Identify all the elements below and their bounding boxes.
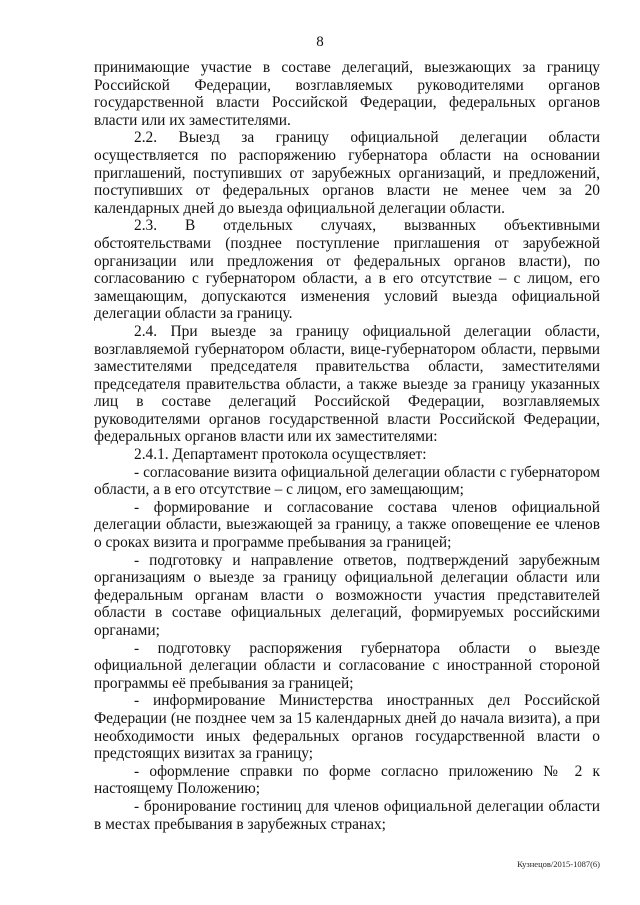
list-item: - формирование и согласование состава членов официальной делегации области, выезжающей за границу, а также оповещение ее членов о сроках визита и программе пребывания за границей; — [94, 498, 600, 552]
list-item: - подготовку распоряжения губернатора области о выезде официальной делегации области и согласование с иностранной стороной программы её пребывания за границей; — [94, 639, 600, 692]
footer-document-code: Кузнецов/2015-1087(6) — [517, 859, 600, 869]
paragraph-2-2: 2.2. Выезд за границу официальной делегации области осуществляется по распоряжению губернатора области на основании приглашений, поступивших от зарубежных организаций, и предложений, поступивших от федеральных органов власти не менее чем за 20 календарных дней до выезда официальной делегации области. — [94, 129, 600, 217]
list-item: - бронирование гостиниц для членов официальной делегации области в местах пребывания в зарубежных странах; — [94, 797, 600, 833]
list-item: - подготовку и направление ответов, подтверждений зарубежным организациям о выезде за границу официальной делегации области или федеральным органам власти о возможности участия представителей области в составе официальных делегаций, формируемых российскими органами; — [94, 551, 600, 639]
page-number: 8 — [316, 34, 324, 50]
list-item: - согласование визита официальной делегации области с губернатором области, а в его отсутствие – с лицом, его замещающим; — [94, 463, 600, 499]
list-item: - информирование Министерства иностранных дел Российской Федерации (не позднее чем за 15 календарных дней до начала визита), а при необходимости иных федеральных органов государственной власти о предстоящих визитах за границу; — [94, 692, 600, 763]
document-body — [94, 59, 600, 833]
paragraph-continuation: принимающие участие в составе делегаций, выезжающих за границу Российской Федерации, возглавляемых руководителями органов государственной власти Российской Федерации, федеральных органов власти или их заместителями. — [94, 59, 600, 129]
list-item: - оформление справки по форме согласно приложению № 2 к настоящему Положению; — [94, 762, 600, 798]
paragraph-2-3: 2.3. В отдельных случаях, вызванных объективными обстоятельствами (позднее поступление приглашения от зарубежной организации или предложения от федеральных органов власти), по согласованию с губернатором области, а в его отсутствие – с лицом, его замещающим, допускаются изменения условий выезда официальной делегации области за границу. — [94, 217, 600, 323]
paragraph-2-4-1: 2.4.1. Департамент протокола осуществляет: — [134, 446, 427, 464]
paragraph-2-4: 2.4. При выезде за границу официальной делегации области, возглавляемой губернатором области, вице-губернатором области, первыми заместителями председателя правительства области, заместителями председателя правительства области, а также выезде за границу указанных лиц в составе делегаций Российской Федерации, возглавляемых руководителями органов государственной власти Российской Федерации, федеральных органов власти или их заместителями: — [94, 322, 600, 446]
